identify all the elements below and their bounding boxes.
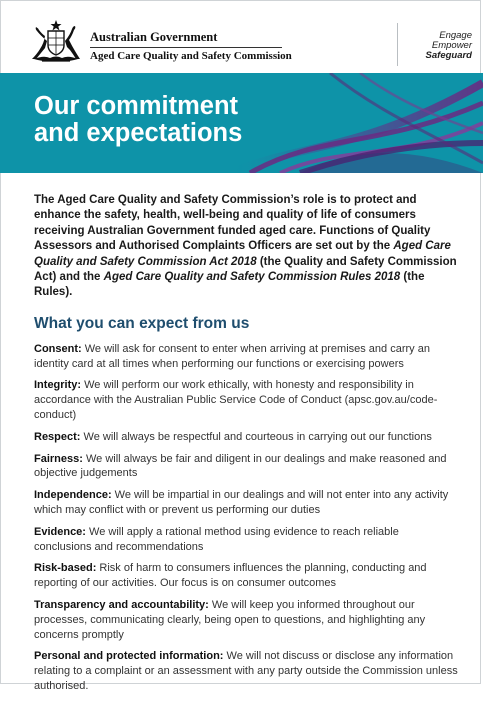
page-title xyxy=(34,93,294,147)
list-item xyxy=(34,378,459,422)
item-term: Evidence: xyxy=(34,525,86,538)
government-lockup xyxy=(90,30,292,63)
list-item xyxy=(34,342,459,372)
divider xyxy=(90,47,282,48)
section-heading: What you can expect from us xyxy=(34,314,250,332)
intro-text: (the Quality and Safety Commission Act) and the xyxy=(34,255,457,284)
list-item xyxy=(34,649,459,693)
title-banner xyxy=(0,73,483,173)
tagline-safeguard: Safeguard xyxy=(425,50,472,61)
item-term: Risk-based: xyxy=(34,562,97,575)
tagline-engage: Engage xyxy=(439,30,472,41)
item-term: Fairness: xyxy=(34,452,83,465)
item-term: Personal and protected information: xyxy=(34,650,224,663)
item-text: Risk of harm to consumers influences the planning, conducting and reporting of our activities. Our focus is on consumer outcomes xyxy=(34,562,427,590)
item-term: Independence: xyxy=(34,489,112,502)
government-name: Australian Government xyxy=(90,30,218,44)
item-text: We will perform our work ethically, with honesty and responsibility in accordance with the Australian Public Service Code of Conduct (apsc.gov.au/code-conduct) xyxy=(34,379,438,422)
page-header xyxy=(0,0,483,72)
act-title: Aged Care Quality and Safety Commission Act 2018 xyxy=(34,240,451,268)
item-term: Integrity: xyxy=(34,379,82,392)
title-line-2: and expectations xyxy=(34,119,243,147)
tagline xyxy=(397,23,479,66)
title-line-1: Our commitment xyxy=(34,92,239,120)
agency-name: Aged Care Quality and Safety Commission xyxy=(90,50,292,62)
intro-text: The Aged Care Quality and Safety Commission’s role is to protect and enhance the safety, health, well-being and quality of life of consumers receiving Australian Government funded aged care. Functions of Quality Assessors and Authorised Complaints Officers are set out by the xyxy=(34,194,431,253)
list-item xyxy=(34,525,459,555)
list-item xyxy=(34,598,459,642)
item-text: We will apply a rational method using evidence to reach reliable conclusions and recommendations xyxy=(34,525,399,553)
item-text: We will ask for consent to enter when arriving at premises and carry an identity card at all times when performing our functions or exercising powers xyxy=(34,342,430,370)
item-text: We will be impartial in our dealings and will not enter into any activity which may conflict with or prevent us performing our duties xyxy=(34,489,449,517)
item-text: We will not discuss or disclose any information relating to a complaint or an assessment with any party outside the Commission unless authorised. xyxy=(34,650,458,692)
list-item xyxy=(34,561,459,591)
tagline-empower: Empower xyxy=(431,40,472,51)
rules-title: Aged Care Quality and Safety Commission Rules 2018 xyxy=(103,271,401,284)
item-term: Transparency and accountability: xyxy=(34,599,209,611)
list-item xyxy=(34,488,459,518)
item-term: Respect: xyxy=(34,430,81,443)
intro-text: (the Rules). xyxy=(34,271,425,299)
list-item xyxy=(34,452,459,482)
item-text: We will always be fair and diligent in our dealings and make reasoned and objective judgements xyxy=(34,452,447,480)
item-text: We will keep you informed throughout our processes, communicating clearly, being open to questions, and highlighting any concerns promptly xyxy=(34,599,426,641)
item-text: We will always be respectful and courteous in carrying out our functions xyxy=(80,430,432,443)
item-term: Consent: xyxy=(34,342,82,355)
intro-paragraph xyxy=(34,193,459,301)
list-item xyxy=(34,430,459,445)
coat-of-arms-icon xyxy=(28,19,84,63)
main-content xyxy=(34,193,459,701)
